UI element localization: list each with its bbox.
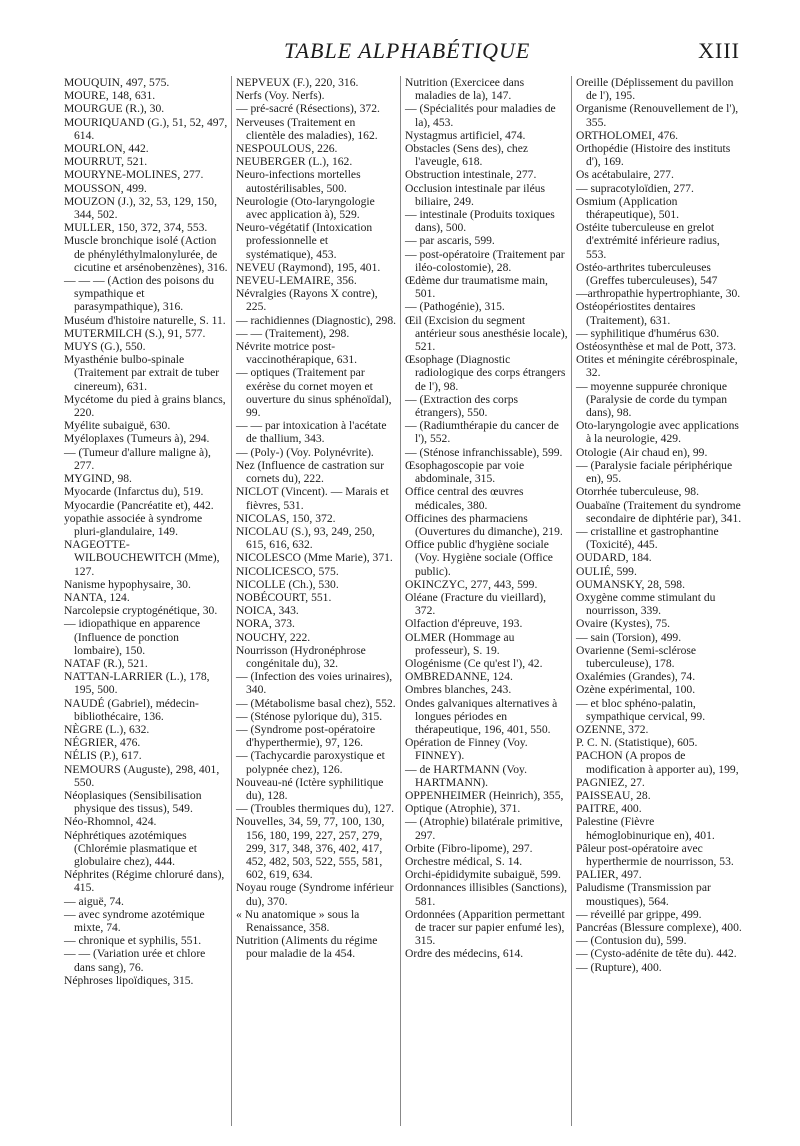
index-entry: Ostéo-arthrites tuberculeuses (Greffes tuberculeuses), 547 xyxy=(576,260,718,288)
index-entry: MOUSSON, 499. xyxy=(64,181,147,195)
index-entry: PACHON (A propos de modification à apporter au), 199, xyxy=(576,749,739,776)
index-entry: Neuro-végétatif (Intoxication professionnelle et systématique), 453. xyxy=(236,221,373,261)
index-entry: Orbite (Fibro-lipome), 297. xyxy=(405,841,533,855)
index-entry: — moyenne suppurée chronique (Paralysie de corde du tympan dans), 98. xyxy=(576,379,728,420)
index-entry: Myocarde (Infarctus du), 519. xyxy=(64,485,204,499)
index-entry: — réveillé par grippe, 499. xyxy=(576,907,702,921)
index-entry: Ordre des médecins, 614. xyxy=(405,947,524,961)
index-entry: OPPENHEIMER (Heinrich), 355, xyxy=(405,788,564,802)
index-entry: MOURE, 148, 631. xyxy=(64,89,156,103)
index-entry: Ouabaïne (Traitement du syndrome secondaire de diphtérie par), 341. xyxy=(576,498,742,525)
index-entry: NICOLAS, 150, 372. xyxy=(236,511,336,525)
index-entry: — (Poly-) (Voy. Polynévrite). xyxy=(236,445,374,459)
index-entry: Névralgies (Rayons X contre), 225. xyxy=(236,287,378,314)
index-entry: Office central des œuvres médicales, 380. xyxy=(405,485,524,512)
index-entry: — par ascaris, 599. xyxy=(405,234,495,248)
index-entry: —arthropathie hypertrophiante, 30. xyxy=(576,287,741,301)
index-entry: Ozène expérimental, 100. xyxy=(576,683,696,697)
index-entry: NICOLLE (Ch.), 530. xyxy=(236,577,339,591)
index-entry: NOBÉCOURT, 551. xyxy=(236,590,332,604)
index-entry: — (Sténose pylorique du), 315. xyxy=(236,709,383,723)
index-entry: MOURIQUAND (G.), 51, 52, 497, 614. xyxy=(64,115,228,142)
index-entry: Muséum d'histoire naturelle, S. 11. xyxy=(64,313,226,327)
index-entry: Palestine (Fièvre hémoglobinurique en), 401. xyxy=(576,815,715,842)
index-entry: — (Atrophie) bilatérale primitive, 297. xyxy=(405,815,563,842)
index-entry: Nanisme hypophysaire, 30. xyxy=(64,577,191,591)
index-entry: Opération de Finney (Voy. FINNEY). xyxy=(405,736,528,763)
index-entry: — (Troubles thermiques du), 127. xyxy=(236,802,395,816)
index-entry: MUYS (G.), 550. xyxy=(64,340,146,354)
index-entry: OLMER (Hommage au professeur), S. 19. xyxy=(405,630,515,657)
index-entry: Ostéosynthèse et mal de Pott, 373. xyxy=(576,340,737,354)
index-entry: — (Extraction des corps étrangers), 550. xyxy=(405,392,519,420)
index-entry: NAGEOTTE-WILBOUCHEWITCH (Mme), 127. xyxy=(64,538,220,578)
index-entry: Officines des pharmaciens (Ouvertures du dimanche), 219. xyxy=(405,511,563,538)
index-entry: — — — (Action des poisons du sympathique et parasympathique), 316. xyxy=(64,274,215,314)
index-entry: Nerveuses (Traitement en clientèle des maladies), 162. xyxy=(236,115,378,142)
index-entry: OUMANSKY, 28, 598. xyxy=(576,577,685,591)
index-entry: Nutrition (Aliments du régime pour maladie de la 454. xyxy=(236,934,378,961)
index-entry: Oléane (Fracture du vieillard), 372. xyxy=(405,590,546,618)
index-entry: Os acétabulaire, 277. xyxy=(576,168,674,182)
index-entry: MOURGUE (R.), 30. xyxy=(64,102,165,116)
index-entry: — (Infection des voies urinaires), 340. xyxy=(236,670,393,697)
index-entry: Nouveau-né (Ictère syphilitique du), 128. xyxy=(236,775,384,802)
index-entry: — chronique et syphilis, 551. xyxy=(64,934,202,948)
index-entry: Nutrition (Exercicee dans maladies de la), 147. xyxy=(405,76,525,103)
index-entry: OMBREDANNE, 124. xyxy=(405,670,513,684)
index-entry: — — (Traitement), 298. xyxy=(236,326,350,340)
index-entry: Myocardie (Pancréatite et), 442. xyxy=(64,498,214,512)
index-entry: NATTAN-LARRIER (L.), 178, 195, 500. xyxy=(64,670,210,697)
index-entry: Ovaire (Kystes), 75. xyxy=(576,617,671,631)
index-entry: PAGNIEZ, 27. xyxy=(576,775,645,789)
index-entry: Oto-laryngologie avec applications à la neurologie, 429. xyxy=(576,419,739,446)
index-entry: — (Syndrome post-opératoire d'hyperthermie), 97, 126. xyxy=(236,722,376,750)
index-entry: — (Sténose infranchissable), 599. xyxy=(405,445,563,459)
index-entry: OUDARD, 184. xyxy=(576,551,652,565)
index-entry: — syphilitique d'humérus 630. xyxy=(576,326,720,340)
index-entry: MOUZON (J.), 32, 53, 129, 150, 344, 502. xyxy=(64,194,217,222)
index-entry: Orthopédie (Histoire des instituts d'), 169. xyxy=(576,142,731,169)
index-entry: Oreille (Déplissement du pavillon de l'), 195. xyxy=(576,76,734,103)
index-entry: ORTHOLOMEI, 476. xyxy=(576,128,679,142)
index-entry: NESPOULOUS, 226. xyxy=(236,142,338,156)
index-entry: Néphrétiques azotémiques (Chlorémie plasmatique et globulaire chez), 444. xyxy=(64,828,197,868)
index-column-4 xyxy=(576,76,742,974)
index-entry: — (Contusion du), 599. xyxy=(576,934,687,948)
index-entry: — supracotyloïdien, 277. xyxy=(576,181,694,195)
index-entry: — rachidiennes (Diagnostic), 298. xyxy=(236,313,397,327)
index-entry: — (Radiumthérapie du cancer de l'), 552. xyxy=(405,419,559,446)
index-entry: NOUCHY, 222. xyxy=(236,630,311,644)
index-entry: PALIER, 497. xyxy=(576,868,642,882)
index-entry: Mycétome du pied à grains blancs, 220. xyxy=(64,392,226,420)
index-entry: — aiguë, 74. xyxy=(64,894,124,908)
index-entry: Osmium (Application thérapeutique), 501. xyxy=(576,194,680,222)
index-entry: Néo-Rhomnol, 424. xyxy=(64,815,157,829)
index-entry: Nerfs (Voy. Nerfs). xyxy=(236,89,325,103)
index-entry: « Nu anatomique » sous la Renaissance, 358. xyxy=(236,907,360,934)
index-entry: Myéloplaxes (Tumeurs à), 294. xyxy=(64,432,210,446)
index-entry: Nez (Influence de castration sur cornets du), 222. xyxy=(236,458,385,486)
index-entry: MOURLON, 442. xyxy=(64,142,149,156)
index-entry: — (Métabolisme basal chez), 552. xyxy=(236,696,396,710)
index-entry: Néphrites (Régime chloruré dans), 415. xyxy=(64,868,225,895)
index-entry: Olfaction d'épreuve, 193. xyxy=(405,617,523,631)
index-entry: — (Tumeur d'allure maligne à), 277. xyxy=(64,445,211,472)
index-entry: — intestinale (Produits toxiques dans), 500. xyxy=(405,208,555,235)
index-column-1 xyxy=(64,76,228,987)
index-entry: NICOLAU (S.), 93, 249, 250, 615, 616, 632. xyxy=(236,524,375,552)
index-entry: Ovarienne (Semi-sclérose tuberculeuse), 178. xyxy=(576,643,697,670)
index-entry: Nystagmus artificiel, 474. xyxy=(405,128,526,142)
index-entry: NEVEU (Raymond), 195, 401. xyxy=(236,260,381,274)
index-entry: MULLER, 150, 372, 374, 553. xyxy=(64,221,208,235)
index-entry: MOUQUIN, 497, 575. xyxy=(64,76,170,89)
page-number: XIII xyxy=(698,38,740,63)
index-entry: NORA, 373. xyxy=(236,617,295,631)
index-column-2 xyxy=(236,76,397,961)
column-divider xyxy=(400,76,401,1126)
index-entry: — idiopathique en apparence (Influence de ponction lombaire), 150. xyxy=(64,617,201,657)
index-entry: PAISSEAU, 28. xyxy=(576,788,651,802)
index-entry: NÉGRIER, 476. xyxy=(64,736,141,750)
index-entry: Nourrisson (Hydronéphrose congénitale du), 32. xyxy=(236,643,366,670)
index-entry: Ordonnances illisibles (Sanctions), 581. xyxy=(405,881,567,908)
index-entry: MYGIND, 98. xyxy=(64,472,132,486)
index-entry: — (Pathogénie), 315. xyxy=(405,300,505,314)
index-entry: Neurologie (Oto-laryngologie avec application à), 529. xyxy=(236,194,375,222)
index-entry: Myélite subaiguë, 630. xyxy=(64,419,171,433)
index-entry: MOURRUT, 521. xyxy=(64,155,148,169)
index-entry: Orchi-épididymite subaiguë, 599. xyxy=(405,868,561,882)
index-entry: Oxygène comme stimulant du nourrisson, 339. xyxy=(576,590,716,618)
index-entry: — et bloc sphéno-palatin, sympathique cervical, 99. xyxy=(576,696,706,723)
index-entry: P. C. N. (Statistique), 605. xyxy=(576,736,698,750)
index-entry: Ondes galvaniques alternatives à longues périodes en thérapeutique, 196, 401, 550. xyxy=(405,696,558,736)
index-entry: — pré-sacré (Résections), 372. xyxy=(236,102,380,116)
index-entry: — — (Variation urée et chlore dans sang), 76. xyxy=(64,947,206,974)
index-entry: yopathie associée à syndrome pluri-glandulaire, 149. xyxy=(64,511,203,538)
index-entry: Obstruction intestinale, 277. xyxy=(405,168,537,182)
page-header xyxy=(0,32,800,72)
index-entry: — (Spécialités pour maladies de la), 453. xyxy=(405,102,556,129)
index-entry: — sain (Torsion), 499. xyxy=(576,630,682,644)
index-entry: — (Cysto-adénite de tête du). 442. xyxy=(576,947,737,961)
index-entry: Orchestre médical, S. 14. xyxy=(405,854,523,868)
index-entry: Œdème dur traumatisme main, 501. xyxy=(405,274,548,301)
index-entry: MOURYNE-MOLINES, 277. xyxy=(64,168,204,182)
index-entry: — — par intoxication à l'acétate de thallium, 343. xyxy=(236,419,387,446)
index-entry: NEVEU-LEMAIRE, 356. xyxy=(236,274,357,288)
index-entry: Néphroses lipoïdiques, 315. xyxy=(64,973,194,987)
index-entry: — (Tachycardie paroxystique et polypnée chez), 126. xyxy=(236,749,385,776)
index-entry: NÈGRE (L.), 632. xyxy=(64,722,150,736)
index-entry: — de HARTMANN (Voy. HARTMANN). xyxy=(405,762,527,789)
index-entry: Organisme (Renouvellement de l'), 355. xyxy=(576,102,739,129)
index-entry: Paludisme (Transmission par moustiques), 564. xyxy=(576,881,711,908)
index-entry: NEMOURS (Auguste), 298, 401, 550. xyxy=(64,762,220,789)
index-entry: Obstacles (Sens des), chez l'aveugle, 618. xyxy=(405,142,528,169)
index-entry: Noyau rouge (Syndrome inférieur du), 370. xyxy=(236,881,394,908)
index-entry: Otorrhée tuberculeuse, 98. xyxy=(576,485,699,499)
index-entry: Neuro-infections mortelles autostérilisables, 500. xyxy=(236,168,361,195)
index-entry: Optique (Atrophie), 371. xyxy=(405,802,521,816)
index-entry: MUTERMILCH (S.), 91, 577. xyxy=(64,326,206,340)
index-entry: Office public d'hygiène sociale (Voy. Hygiène sociale (Office public). xyxy=(405,538,553,578)
index-entry: NICOLESCO (Mme Marie), 371. xyxy=(236,551,393,565)
index-entry: — avec syndrome azotémique mixte, 74. xyxy=(64,907,205,934)
index-entry: Pancréas (Blessure complexe), 400. xyxy=(576,921,742,934)
index-entry: — (Rupture), 400. xyxy=(576,960,662,974)
index-entry: Otologie (Air chaud en), 99. xyxy=(576,445,708,459)
index-entry: — optiques (Traitement par exérèse du cornet moyen et ouverture du sinus sphénoïdal), 99. xyxy=(236,366,392,420)
index-entry: — (Paralysie faciale périphérique en), 95. xyxy=(576,458,733,486)
column-divider xyxy=(571,76,572,1126)
running-title: TABLE ALPHABÉTIQUE xyxy=(284,38,531,63)
index-entry: Névrite motrice post-vaccinothérapique, 631. xyxy=(236,340,358,367)
index-entry: Nouvelles, 34, 59, 77, 100, 130, 156, 180, 199, 227, 257, 279, 299, 317, 348, 376, 402, 417, 452, 482, 503, 522, 555, 581, 602, 619, 634. xyxy=(236,815,385,882)
index-entry: Oxalémies (Grandes), 74. xyxy=(576,670,696,684)
index-entry: NICLOT (Vincent). — Marais et fièvres, 531. xyxy=(236,485,389,512)
index-entry: — cristalline et gastrophantine (Toxicité), 445. xyxy=(576,524,719,552)
index-entry: Myasthénie bulbo-spinale (Traitement par extrait de tuber cinereum), 631. xyxy=(64,353,220,393)
index-entry: Ologénisme (Ce qu'est l'), 42. xyxy=(405,656,543,670)
index-entry: Ordonnées (Apparition permettant de tracer sur papier enfumé les), 315. xyxy=(405,907,565,948)
index-entry: OZENNE, 372. xyxy=(576,722,649,736)
index-entry: PAITRE, 400. xyxy=(576,802,642,816)
index-entry: NICOLICESCO, 575. xyxy=(236,564,339,578)
index-entry: Ombres blanches, 243. xyxy=(405,683,512,697)
index-entry: NOICA, 343. xyxy=(236,604,299,618)
index-entry: NEUBERGER (L.), 162. xyxy=(236,155,353,169)
index-entry: OULIÉ, 599. xyxy=(576,564,637,578)
index-entry: OKINCZYC, 277, 443, 599. xyxy=(405,577,538,591)
index-entry: Narcolepsie cryptogénétique, 30. xyxy=(64,604,218,618)
index-entry: Ostéite tuberculeuse en grelot d'extrémité inférieure radius, 553. xyxy=(576,221,720,261)
index-entry: NEPVEUX (F.), 220, 316. xyxy=(236,76,359,89)
index-entry: Ostéopériostites dentaires (Traitement), 631. xyxy=(576,300,696,327)
index-entry: NANTA, 124. xyxy=(64,590,130,604)
index-entry: NATAF (R.), 521. xyxy=(64,656,148,670)
index-entry: NÉLIS (P.), 617. xyxy=(64,749,142,763)
index-entry: NAUDÉ (Gabriel), médecin-bibliothécaire, 136. xyxy=(64,696,199,723)
column-divider xyxy=(231,76,232,1126)
index-entry: Œsophagoscopie par voie abdominale, 315. xyxy=(405,458,525,486)
index-entry: Otites et méningite cérébrospinale, 32. xyxy=(576,353,738,380)
index-entry: Œil (Excision du segment antérieur sous anesthésie locale), 521. xyxy=(405,313,568,354)
index-entry: Muscle bronchique isolé (Action de phényléthylmalonylurée, de cicutine et arsénobenzènes), 316. xyxy=(64,234,228,274)
index-entry: Pâleur post-opératoire avec hyperthermie de nourrisson, 53. xyxy=(576,841,734,868)
index-entry: — post-opératoire (Traitement par iléo-colostomie), 28. xyxy=(405,247,565,274)
index-column-3 xyxy=(405,76,568,961)
index-entry: Occlusion intestinale par iléus biliaire, 249. xyxy=(405,181,546,208)
index-entry: Œsophage (Diagnostic radiologique des corps étrangers de l'), 98. xyxy=(405,353,566,393)
index-entry: Néoplasiques (Sensibilisation physique des tissus), 549. xyxy=(64,788,202,816)
